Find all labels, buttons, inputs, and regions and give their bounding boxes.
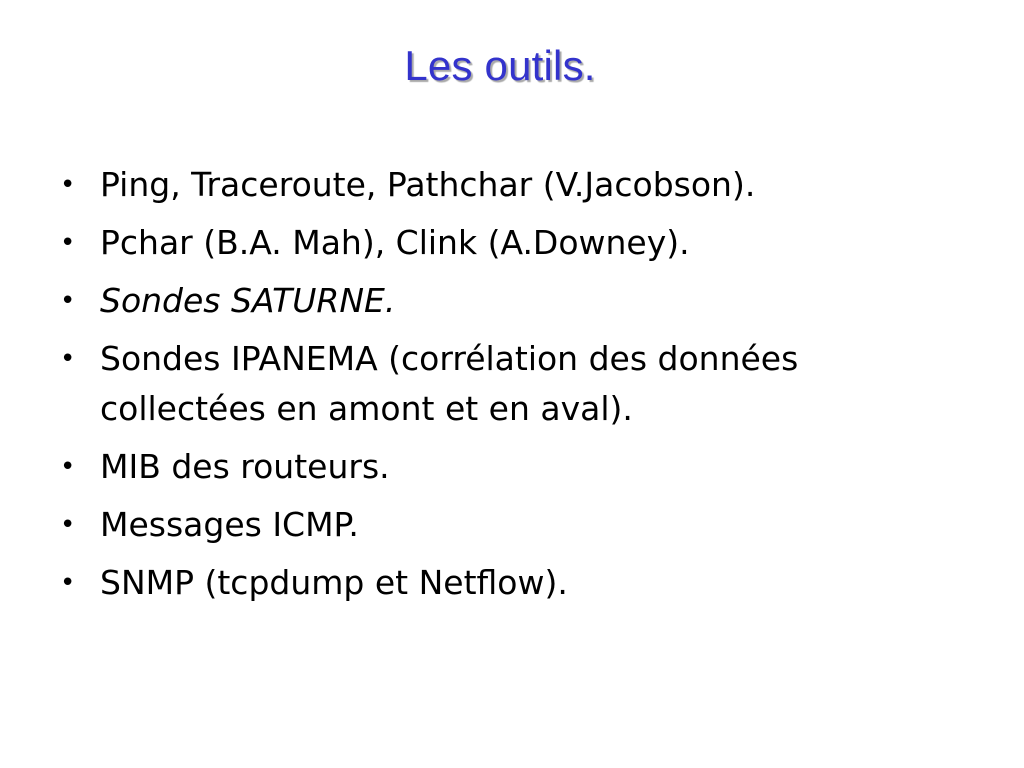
bullet-text: Sondes SATURNE. [100, 281, 396, 320]
bullet-text: Ping, Traceroute, Pathchar (V.Jacobson). [100, 165, 756, 204]
bullet-icon: • [60, 452, 76, 482]
bullet-icon: • [60, 228, 76, 258]
bullet-text: Sondes IPANEMA (corrélation des données collectées en amont et en aval). [100, 339, 799, 428]
bullet-item-ping [58, 160, 958, 210]
bullet-icon: • [60, 568, 76, 598]
bullet-item-snmp [58, 558, 958, 608]
bullet-text: Messages ICMP. [100, 505, 359, 544]
bullet-icon: • [60, 344, 76, 374]
slide-title: Les outils. [404, 42, 596, 89]
bullet-icon: • [60, 286, 76, 316]
bullet-text: SNMP (tcpdump et Netflow). [100, 563, 568, 602]
bullet-list [58, 160, 958, 616]
bullet-icon: • [60, 510, 76, 540]
bullet-icon: • [60, 170, 76, 200]
bullet-text: MIB des routeurs. [100, 447, 390, 486]
bullet-item-pchar [58, 218, 958, 268]
bullet-text: Pchar (B.A. Mah), Clink (A.Downey). [100, 223, 690, 262]
bullet-item-icmp [58, 500, 958, 550]
bullet-item-saturne [58, 276, 958, 326]
bullet-item-ipanema [58, 334, 958, 434]
bullet-item-mib [58, 442, 958, 492]
